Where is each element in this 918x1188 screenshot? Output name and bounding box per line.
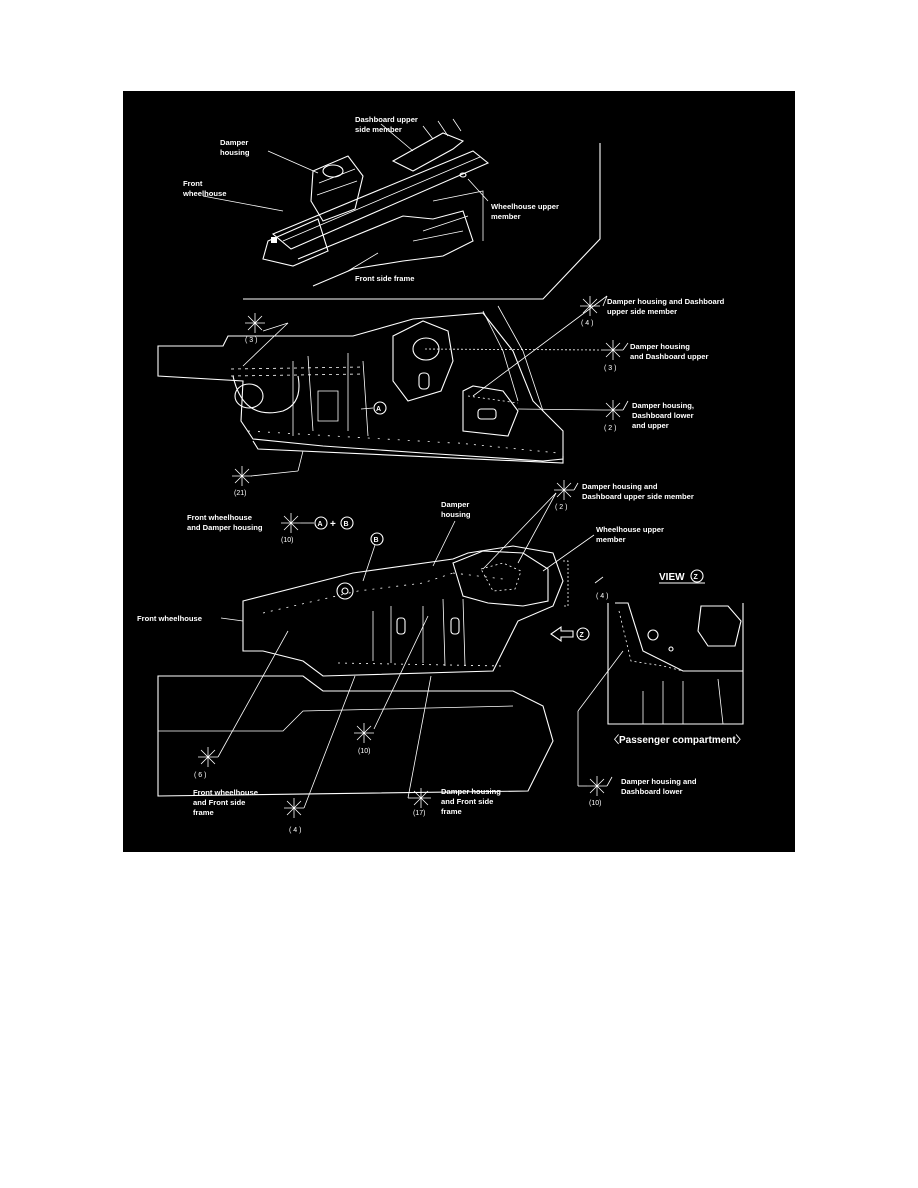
callout-bottom-10-text-1: Damper housing and — [621, 777, 697, 786]
svg-text:( 4 ): ( 4 ) — [581, 320, 594, 327]
svg-text:(10): (10) — [358, 748, 371, 755]
dashboard-upper-side-member-shape — [393, 133, 463, 171]
svg-text:( 3 ): ( 3 ) — [245, 337, 258, 344]
svg-text:and Damper housing: and Damper housing — [187, 523, 263, 532]
callout-bottom-2-text-1: Damper housing and — [582, 482, 658, 491]
svg-text:Front wheelhouse: Front wheelhouse — [187, 513, 252, 522]
callout-middle-3-text-1: Damper housing — [630, 342, 690, 351]
middle-side-view — [158, 296, 725, 497]
middle-body-outline — [158, 313, 563, 461]
callout-middle-2-text-1: Damper housing, — [632, 401, 695, 410]
callout-bottom-4-left — [193, 676, 355, 834]
svg-text:( 3 ): ( 3 ) — [604, 365, 617, 372]
svg-text:( 4 ): ( 4 ) — [596, 593, 609, 600]
callout-bottom-17-text-2: and Front side — [441, 797, 494, 806]
label-bottom-damper-housing-2: housing — [441, 510, 471, 519]
view-z-title: VIEW — [659, 572, 685, 583]
svg-text:(10): (10) — [281, 537, 294, 544]
callout-bottom-17 — [408, 676, 501, 817]
callout-middle-3-left — [243, 313, 288, 366]
marker-b: B — [373, 537, 379, 544]
label-front-side-frame: Front side frame — [355, 274, 415, 283]
diagram-artwork — [123, 91, 795, 852]
label-front-wheelhouse-1: Front — [183, 179, 203, 188]
label-bottom-wheelhouse-upper-member-2: member — [596, 535, 626, 544]
bottom-side-view — [137, 480, 746, 834]
callout-middle-2-text-3: and upper — [632, 421, 669, 430]
callout-bottom-4-text-1: Front wheelhouse — [193, 788, 258, 797]
view-z-frame — [608, 603, 743, 724]
legend-marker-b: B — [343, 521, 349, 528]
marker-a: A — [376, 406, 382, 413]
body-repair-diagram — [123, 91, 795, 852]
view-z-arrow — [551, 627, 573, 641]
legend-marker-a: A — [317, 521, 323, 528]
label-dashboard-upper-side-member-2: side member — [355, 125, 402, 134]
callout-bottom-2-text-2: Dashboard upper side member — [582, 492, 694, 501]
callout-middle-2 — [518, 400, 694, 432]
callout-bottom-4-text-2: and Front side — [193, 798, 246, 807]
callout-bottom-10-right — [578, 651, 697, 807]
label-wheelhouse-upper-member-1: Wheelhouse upper — [491, 202, 559, 211]
middle-dashboard-lower — [463, 386, 518, 436]
marker-z: Z — [579, 632, 584, 639]
view-z-marker: Z — [693, 574, 698, 581]
callout-bottom-4-text-3: frame — [193, 808, 214, 817]
label-bottom-front-wheelhouse: Front wheelhouse — [137, 614, 202, 623]
bottom-ground-contour — [158, 676, 553, 796]
svg-text:( 2 ): ( 2 ) — [555, 504, 568, 511]
svg-text:( 6 ): ( 6 ) — [194, 772, 207, 779]
label-bottom-damper-housing-1: Damper — [441, 500, 470, 509]
svg-text:(21): (21) — [234, 490, 247, 497]
label-damper-housing-2: housing — [220, 148, 250, 157]
top-perspective-view — [182, 115, 600, 299]
label-bottom-wheelhouse-upper-member-1: Wheelhouse upper — [596, 525, 664, 534]
legend-a-plus-b — [187, 513, 353, 544]
svg-text:( 2 ): ( 2 ) — [604, 425, 617, 432]
callout-bottom-10-text-2: Dashboard lower — [621, 787, 683, 796]
callout-bottom-17-text-1: Damper housing — [441, 787, 501, 796]
callout-middle-2-text-2: Dashboard lower — [632, 411, 694, 420]
callout-middle-4-text-2: upper side member — [607, 307, 678, 316]
svg-text:(10): (10) — [589, 800, 602, 807]
svg-text:( 4 ): ( 4 ) — [289, 827, 302, 834]
svg-text:(17): (17) — [413, 810, 426, 817]
label-damper-housing-1: Damper — [220, 138, 249, 147]
view-z-caption: 〈Passenger compartment〉 — [609, 735, 746, 746]
callout-middle-3-right — [423, 340, 709, 372]
label-front-wheelhouse-2: wheelhouse — [183, 189, 227, 198]
wheelhouse-upper-member-shape — [273, 151, 488, 249]
label-wheelhouse-upper-member-2: member — [491, 212, 521, 221]
bottom-body-outline — [243, 546, 563, 676]
label-dashboard-upper-side-member-1: Dashboard upper — [355, 115, 418, 124]
callout-bottom-4-right — [563, 561, 608, 606]
bottom-damper-tower — [453, 551, 548, 606]
callout-middle-4-text-1: Damper housing and Dashboard — [607, 297, 725, 306]
view-z-inset — [608, 570, 746, 746]
callout-bottom-17-text-3: frame — [441, 807, 462, 816]
svg-text:+: + — [330, 519, 336, 530]
callout-middle-21 — [232, 451, 303, 497]
callout-middle-3-text-2: and Dashboard upper — [630, 352, 709, 361]
